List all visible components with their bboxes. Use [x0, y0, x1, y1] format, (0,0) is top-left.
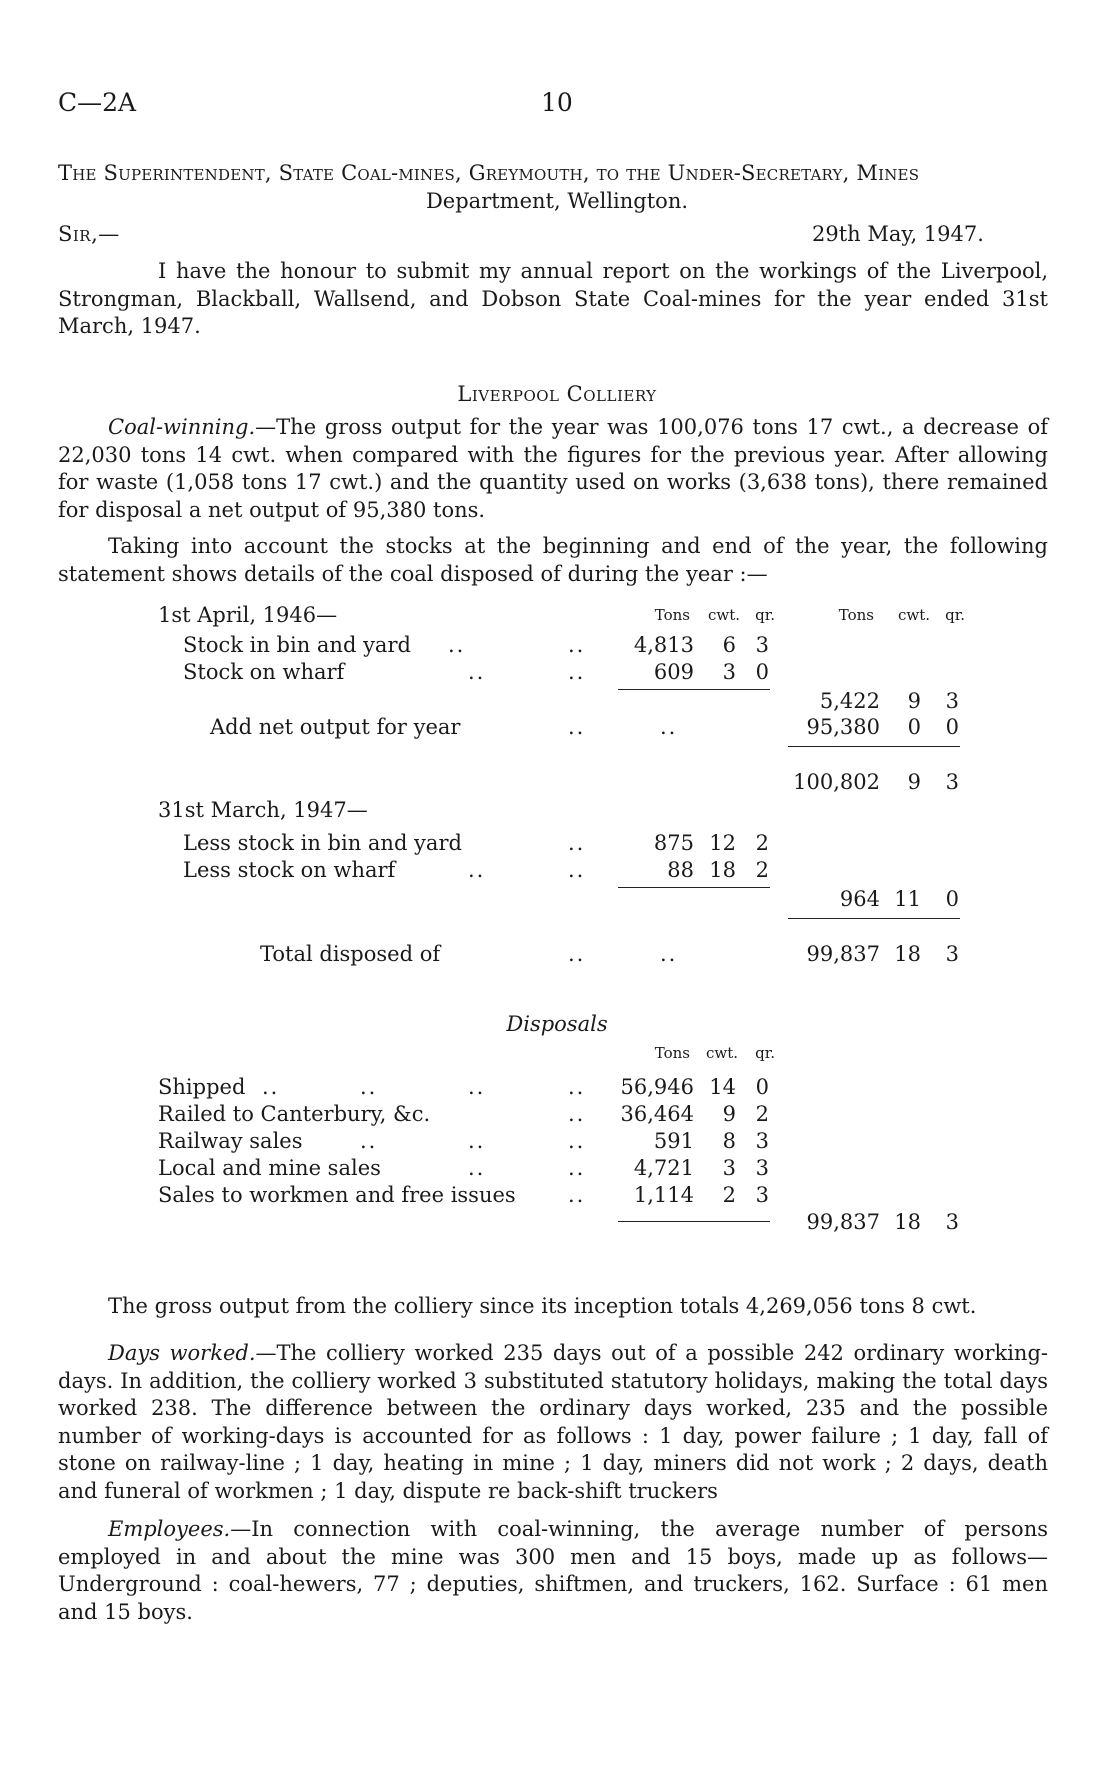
employees-text: —In connection with coal-winning, the average number of persons employed in and about the mine was 300 men and 15 boys, made up as follows—Underground : coal-hewers, 77 ; deputies, shiftmen, and truckers, 162. Surface : 61 men and 15 boys.	[58, 1517, 1048, 1624]
col-header-qr-1: qr.	[755, 606, 775, 624]
disposal-cwt: 14	[709, 1075, 736, 1099]
address-line-1: The Superintendent, State Coal-mines, Greymouth, to the Under-Secretary, Mines	[58, 161, 920, 185]
employees-label: Employees.	[108, 1517, 231, 1541]
less-wharf-qr: 2	[755, 858, 769, 882]
disposal-tons: 56,946	[620, 1075, 694, 1099]
disposal-tons: 591	[653, 1129, 694, 1153]
disposal-qr: 3	[755, 1129, 769, 1153]
disposal-tons: 1,114	[633, 1183, 694, 1207]
stock-bin-label: Stock in bin and yard	[183, 633, 411, 657]
stocks-intro-paragraph: Taking into account the stocks at the beginning and end of the year, the following statement shows details of the coal disposed of during the year :—	[58, 534, 1048, 586]
letter-date: 29th May, 1947.	[812, 222, 984, 246]
disposal-qr: 0	[755, 1075, 769, 1099]
stock-wharf-tons: 609	[653, 660, 694, 684]
section-title: Liverpool Colliery	[457, 382, 657, 406]
disposal-label: Local and mine sales	[158, 1156, 381, 1180]
less-wharf-tons: 88	[667, 858, 694, 882]
total-rule	[788, 918, 960, 919]
coal-winning-label: Coal-winning.	[108, 415, 256, 439]
subtotal-2-tons: 100,802	[793, 770, 880, 794]
leader-dots: ..	[568, 1156, 586, 1180]
subtotal-1-tons: 5,422	[819, 689, 880, 713]
leader-dots: ..	[468, 1156, 486, 1180]
col-header-tons-2: Tons	[838, 606, 874, 624]
stock-bin-qr: 3	[755, 633, 769, 657]
add-net-output-qr: 0	[945, 715, 959, 739]
disposals-col-cwt: cwt.	[705, 1044, 738, 1062]
disposal-label: Shipped	[158, 1075, 246, 1099]
disposal-label: Railway sales	[158, 1129, 303, 1153]
days-worked-label: Days worked.	[108, 1341, 256, 1365]
total-disposed-qr: 3	[945, 942, 959, 966]
disposals-total-cwt: 18	[894, 1210, 921, 1234]
col-header-qr-2: qr.	[945, 606, 965, 624]
subtotal-3-tons: 964	[839, 887, 880, 911]
leader-dots: ..	[568, 1075, 586, 1099]
stock-wharf-label: Stock on wharf	[183, 660, 345, 684]
leader-dots: ..	[568, 715, 586, 739]
stock-bin-tons: 4,813	[633, 633, 694, 657]
less-bin-cwt: 12	[709, 831, 736, 855]
document-reference: C—2A	[58, 88, 137, 117]
col-header-cwt-2: cwt.	[897, 606, 930, 624]
subtotal-3-qr: 0	[945, 887, 959, 911]
leader-dots: ..	[568, 1129, 586, 1153]
employees-paragraph	[58, 1516, 1048, 1626]
subtotal-rule	[618, 689, 770, 690]
leader-dots: ..	[660, 715, 678, 739]
leader-dots: ..	[262, 1075, 280, 1099]
less-wharf-cwt: 18	[709, 858, 736, 882]
disposals-rule	[618, 1221, 770, 1222]
disposals-title: Disposals	[506, 1012, 608, 1036]
subtotal-1-qr: 3	[945, 689, 959, 713]
days-worked-paragraph	[58, 1340, 1048, 1505]
leader-dots: ..	[568, 858, 586, 882]
add-net-output-label: Add net output for year	[210, 715, 461, 739]
leader-dots: ..	[568, 942, 586, 966]
disposal-tons: 36,464	[620, 1102, 694, 1126]
subtotal-2-cwt: 9	[907, 770, 921, 794]
disposal-qr: 2	[755, 1102, 769, 1126]
leader-dots: ..	[568, 831, 586, 855]
leader-dots: ..	[468, 1075, 486, 1099]
subtotal-rule	[618, 887, 770, 888]
subtotal-3-cwt: 11	[894, 887, 921, 911]
disposal-qr: 3	[755, 1183, 769, 1207]
address-line-2: Department, Wellington.	[425, 189, 689, 213]
disposal-label: Sales to workmen and free issues	[158, 1183, 516, 1207]
disposal-cwt: 9	[722, 1102, 736, 1126]
disposals-col-qr: qr.	[755, 1044, 775, 1062]
subtotal-rule	[788, 746, 960, 747]
disposals-col-tons: Tons	[654, 1044, 690, 1062]
gross-output-paragraph: The gross output from the colliery since its inception totals 4,269,056 tons 8 cwt.	[108, 1294, 977, 1318]
leader-dots: ..	[360, 1075, 378, 1099]
leader-dots: ..	[448, 633, 466, 657]
leader-dots: ..	[568, 1183, 586, 1207]
less-bin-qr: 2	[755, 831, 769, 855]
total-disposed-label: Total disposed of	[260, 942, 441, 966]
leader-dots: ..	[568, 1102, 586, 1126]
disposal-cwt: 2	[722, 1183, 736, 1207]
stock-wharf-qr: 0	[755, 660, 769, 684]
less-bin-tons: 875	[653, 831, 694, 855]
disposal-cwt: 3	[722, 1156, 736, 1180]
col-header-cwt-1: cwt.	[707, 606, 740, 624]
less-wharf-label: Less stock on wharf	[183, 858, 396, 882]
disposal-label: Railed to Canterbury, &c.	[158, 1102, 431, 1126]
less-bin-label: Less stock in bin and yard	[183, 831, 462, 855]
total-disposed-cwt: 18	[894, 942, 921, 966]
intro-paragraph: I have the honour to submit my annual report on the workings of the Liverpool, Strongman, Blackball, Wallsend, and Dobson State Coal-mines for the year ended 31st March, 1947.	[58, 259, 1048, 338]
leader-dots: ..	[468, 1129, 486, 1153]
coal-winning-paragraph	[58, 414, 1048, 524]
add-net-output-cwt: 0	[907, 715, 921, 739]
stock-wharf-cwt: 3	[722, 660, 736, 684]
disposals-total-qr: 3	[945, 1210, 959, 1234]
disposal-tons: 4,721	[633, 1156, 694, 1180]
days-worked-text: —The colliery worked 235 days out of a possible 242 ordinary working-days. In addition, the colliery worked 3 substituted statutory holidays, making the total days worked 238. The difference between the ordinary days worked, 235 and the possible number of working-days is accounted for as follows : 1 day, power failure ; 1 day, fall of stone on railway-line ; 1 day, heating in mine ; 1 day, miners did not work ; 2 days, death and funeral of workmen ; 1 day, dispute re back-shift truckers	[58, 1341, 1048, 1503]
leader-dots: ..	[568, 633, 586, 657]
statement-date-2: 31st March, 1947—	[158, 798, 368, 822]
statement-date-1: 1st April, 1946—	[158, 603, 338, 627]
disposal-qr: 3	[755, 1156, 769, 1180]
disposals-total-tons: 99,837	[806, 1210, 880, 1234]
leader-dots: ..	[468, 660, 486, 684]
coal-winning-text: —The gross output for the year was 100,076 tons 17 cwt., a decrease of 22,030 tons 14 cwt. when compared with the figures for the previous year. After allowing for waste (1,058 tons 17 cwt.) and the quantity used on works (3,638 tons), there remained for disposal a net output of 95,380 tons.	[58, 415, 1048, 522]
stock-bin-cwt: 6	[722, 633, 736, 657]
leader-dots: ..	[660, 942, 678, 966]
disposal-cwt: 8	[722, 1129, 736, 1153]
leader-dots: ..	[360, 1129, 378, 1153]
page-number: 10	[541, 88, 573, 117]
add-net-output-tons: 95,380	[806, 715, 880, 739]
salutation: Sir,—	[58, 222, 120, 246]
subtotal-1-cwt: 9	[907, 689, 921, 713]
col-header-tons-1: Tons	[654, 606, 690, 624]
leader-dots: ..	[568, 660, 586, 684]
subtotal-2-qr: 3	[945, 770, 959, 794]
total-disposed-tons: 99,837	[806, 942, 880, 966]
leader-dots: ..	[468, 858, 486, 882]
